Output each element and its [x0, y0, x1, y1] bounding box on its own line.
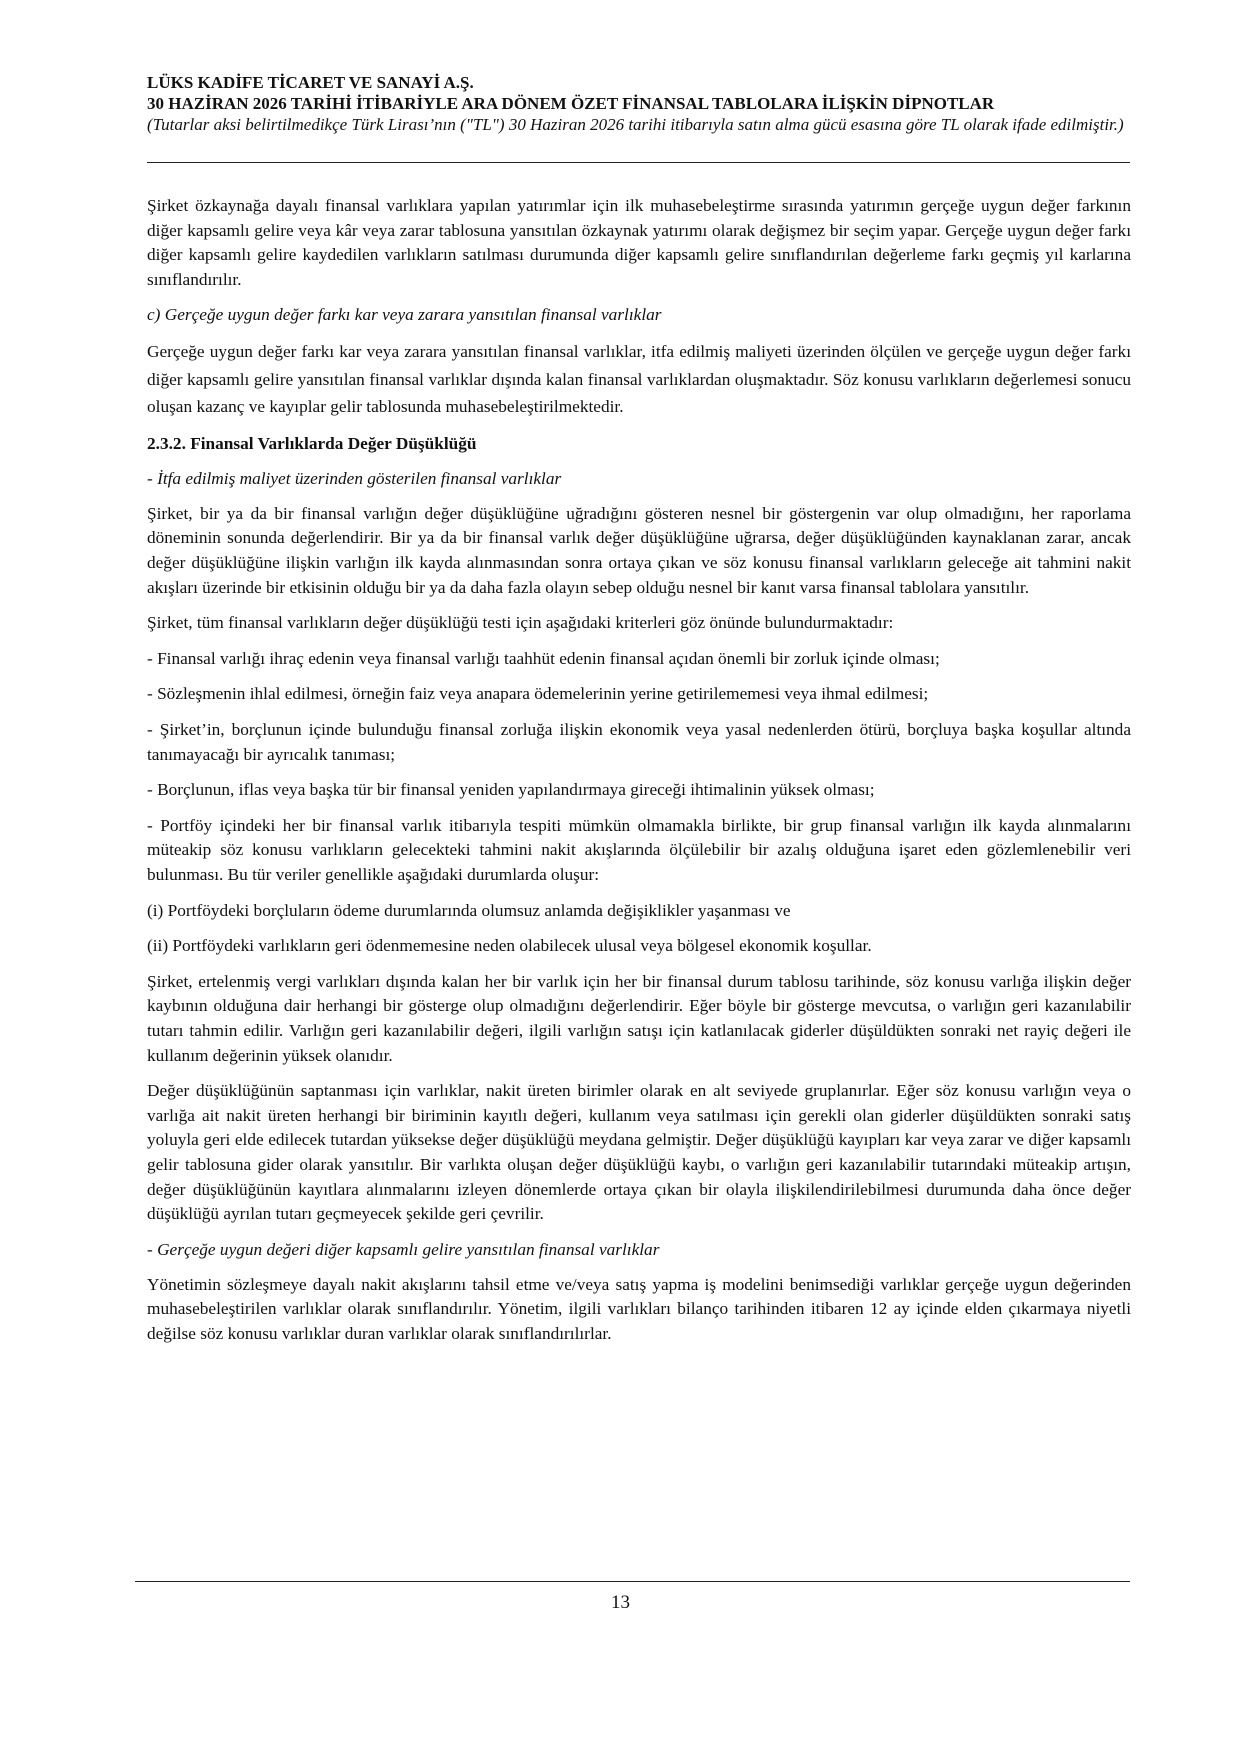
paragraph-criteria-intro: Şirket, tüm finansal varlıkların değer düşüklüğü testi için aşağıdaki kriterleri göz önünde bulundurmaktadır:	[147, 613, 894, 633]
paragraph-fvtpl: Gerçeğe uygun değer farkı kar veya zarara yansıtılan finansal varlıklar, itfa edilmiş maliyeti üzerinden ölçülen ve gerçeğe uygun değer farkı diğer kapsamlı gelire yansıtılan finansal varlıklar dışında kalan finansal varlıklardan oluşmaktadır. Söz konusu varlıkların değerlemesi sonucu oluşan kazanç ve kayıplar gelir tablosunda muhasebeleştirilmektedir.	[147, 342, 1131, 417]
criteria-item-1: - Finansal varlığı ihraç edenin veya finansal varlığı taahhüt edenin finansal açıdan önemli bir zorluk içinde olması;	[147, 648, 940, 668]
paragraph-equity-investments: Şirket özkaynağa dayalı finansal varlıklara yapılan yatırımlar için ilk muhasebeleştirme sırasında yatırımın gerçeğe uygun değer farkının diğer kapsamlı gelire veya kâr veya zarar tablosuna yansıtılan özkaynak yatırımı olarak değişmez bir seçim yapar. Gerçeğe uygun değer farkı diğer kapsamlı gelire kaydedilen varlıkların satılması durumunda diğer kapsamlı gelire sınıflandırılan değerleme farkı geçmiş yıl karlarına sınıflandırılır.	[147, 196, 1131, 289]
page-content	[147, 194, 1131, 1358]
header-divider	[147, 162, 1130, 163]
criteria-item-5: - Portföy içindeki her bir finansal varlık itibarıyla tespiti mümkün olmamakla birlikte, bir grup finansal varlığın ilk kayda alınmalarını müteakip söz konusu varlıkların gelecekteki tahmini nakit akışlarında ölçülebilir bir azalış olduğuna işaret eden gözlemlenebilir veri bulunması. Bu tür veriler genellikle aşağıdaki durumlarda oluşur:	[147, 815, 1131, 884]
criteria-item-4: - Borçlunun, iflas veya başka tür bir finansal yeniden yapılandırmaya gireceği ihtimalinin yüksek olması;	[147, 780, 875, 800]
subheading-fvoci: - Gerçeğe uygun değeri diğer kapsamlı gelire yansıtılan finansal varlıklar	[147, 1239, 660, 1259]
section-heading-impairment: 2.3.2. Finansal Varlıklarda Değer Düşüklüğü	[147, 433, 477, 453]
footer-divider	[135, 1581, 1130, 1582]
paragraph-impairment-assessment: Şirket, bir ya da bir finansal varlığın değer düşüklüğüne uğradığını gösteren nesnel bir göstergenin var olup olmadığını, her raporlama döneminin sonunda değerlendirir. Bir ya da bir finansal varlık değer düşüklüğüne uğrarsa, değer düşüklüğünden kaynaklanan zarar, ancak değer düşüklüğüne ilişkin varlığın ilk kayda alınmasından sonra ortaya çıkan ve söz konusu finansal varlıkların geleceğe ait tahmini nakit akışları üzerinde bir etkisinin olduğu bir ya da daha fazla olayın sebep olduğu nesnel bir kanıt varsa finansal tablolara yansıtılır.	[147, 503, 1131, 597]
criteria-item-2: - Sözleşmenin ihlal edilmesi, örneğin faiz veya anapara ödemelerinin yerine getirilememesi veya ihmal edilmesi;	[147, 684, 929, 704]
paragraph-recoverable-amount: Şirket, ertelenmiş vergi varlıkları dışında kalan her bir varlık için her bir finansal durum tablosu tarihinde, söz konusu varlığa ilişkin değer kaybının olduğuna dair herhangi bir gösterge olup olmadığını değerlendirir. Eğer böyle bir gösterge mevcutsa, o varlığın geri kazanılabilir tutarı tahmin edilir. Varlığın geri kazanılabilir değeri, ilgili varlığın satışı için katlanılacak giderler düşüldükten sonraki net rayiç değeri ile kullanım değerinin yüksek olanıdır.	[147, 971, 1131, 1065]
sub-item-ii: (ii) Portföydeki varlıkların geri ödenmemesine neden olabilecek ulusal veya bölgesel ekonomik koşullar.	[147, 936, 872, 956]
subheading-fvtpl: c) Gerçeğe uygun değer farkı kar veya zarara yansıtılan finansal varlıklar	[147, 305, 662, 325]
sub-item-i: (i) Portföydeki borçluların ödeme durumlarında olumsuz anlamda değişiklikler yaşanması ve	[147, 900, 791, 920]
currency-note: (Tutarlar aksi belirtilmedikçe Türk Lirası’nın ("TL") 30 Haziran 2026 tarihi itibarıyla satın alma gücü esasına göre TL olarak ifade edilmiştir.)	[147, 115, 1124, 134]
company-name: LÜKS KADİFE TİCARET VE SANAYİ A.Ş.	[147, 73, 474, 92]
page-number: 13	[611, 1592, 630, 1613]
paragraph-fvoci: Yönetimin sözleşmeye dayalı nakit akışlarını tahsil etme ve/veya satış yapma iş modelini benimsediği varlıklar gerçeğe uygun değerinden muhasebeleştirilen varlıklar olarak sınıflandırılır. Yönetim, ilgili varlıkları bilanço tarihinden itibaren 12 ay içinde elden çıkarmaya niyetli değilse söz konusu varlıklar duran varlıklar olarak sınıflandırılırlar.	[147, 1274, 1131, 1343]
subheading-amortized-cost: - İtfa edilmiş maliyet üzerinden gösterilen finansal varlıklar	[147, 468, 562, 488]
page-header	[147, 72, 1130, 136]
criteria-item-3: - Şirket’in, borçlunun içinde bulunduğu finansal zorluğa ilişkin ekonomik veya yasal nedenlerden ötürü, borçluya başka koşullar altında tanımayacağı bir ayrıcalık tanıması;	[147, 720, 1131, 764]
report-title: 30 HAZİRAN 2026 TARİHİ İTİBARİYLE ARA DÖNEM ÖZET FİNANSAL TABLOLARA İLİŞKİN DİPNOTLAR	[147, 94, 995, 113]
paragraph-cash-generating-units: Değer düşüklüğünün saptanması için varlıklar, nakit üreten birimler olarak en alt seviyede gruplanırlar. Eğer söz konusu varlığın veya o varlığa ait nakit üreten herhangi bir biriminin kayıtlı değeri, kullanım veya satılması için gerekli olan giderler düşüldükten sonraki satış yoluyla geri elde edilecek tutardan yüksekse değer düşüklüğü meydana gelmiştir. Değer düşüklüğü kayıpları kar veya zarar ve diğer kapsamlı gelir tablosuna gider olarak yansıtılır. Bir varlıkta oluşan değer düşüklüğü kaybı, o varlığın geri kazanılabilir tutarındaki müteakip artışın, değer düşüklüğünün kayıtlara alınmalarını izleyen dönemlerde ortaya çıkan bir olayla ilişkilendirilebilmesi durumunda daha önce değer düşüklüğü ayrılan tutarı geçmeyecek şekilde geri çevrilir.	[147, 1081, 1131, 1224]
